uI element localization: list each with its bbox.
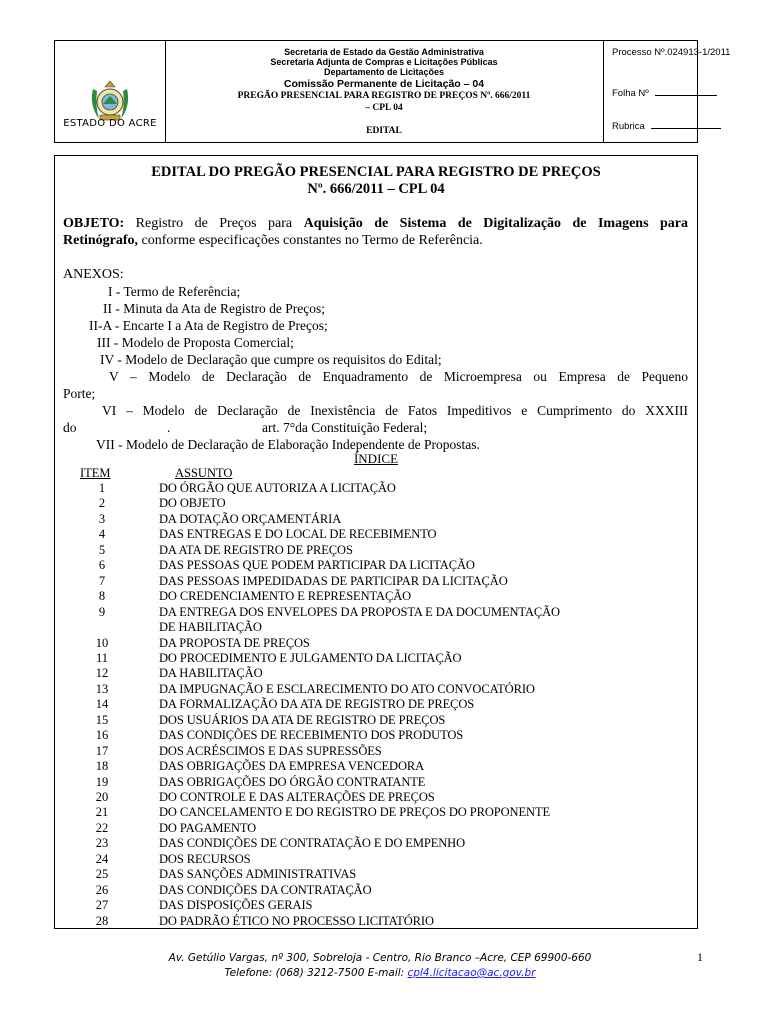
index-row-subject: DA ATA DE REGISTRO DE PREÇOS: [159, 542, 353, 557]
annex-item: II-A - Encarte I a Ata de Registro de Preços;: [89, 318, 328, 333]
index-row-subject: DO OBJETO: [159, 496, 226, 511]
index-row-subject: DOS RECURSOS: [159, 851, 251, 866]
index-row: [55, 574, 697, 590]
index-row-subject: DAS CONDIÇÕES DE RECEBIMENTO DOS PRODUTOS: [159, 728, 464, 743]
document-header: [54, 40, 731, 143]
index-row-subject: DA DOTAÇÃO ORÇAMENTÁRIA: [159, 511, 342, 526]
index-row: [55, 759, 697, 775]
folha-label: Folha Nº: [612, 88, 649, 99]
index-item-header: ITEM: [80, 466, 111, 480]
index-row-number: 8: [98, 589, 106, 604]
header-line-adjunta: Secretaria Adjunta de Compras e Licitações Públicas: [270, 57, 498, 67]
index-row-number: 6: [98, 558, 106, 573]
folha-blank: [655, 86, 717, 96]
index-row-subject: DO CONTROLE E DAS ALTERAÇÕES DE PREÇOS: [159, 790, 435, 804]
index-row: [55, 636, 697, 652]
header-line-cpl: – CPL 04: [365, 103, 403, 113]
index-row-subject: DAS ENTREGAS E DO LOCAL DE RECEBIMENTO: [159, 527, 437, 542]
index-row-subject: DAS PESSOAS QUE PODEM PARTICIPAR DA LICITAÇÃO: [159, 558, 475, 573]
index-row: [55, 496, 697, 512]
index-row-number: 25: [95, 867, 109, 882]
index-row-subject: DA HABILITAÇÃO: [159, 666, 263, 681]
index-row: [55, 713, 697, 729]
index-row-number: 2: [98, 496, 106, 511]
index-row-number: 19: [95, 774, 109, 789]
objeto-bold2: Retinógrafo,: [63, 233, 139, 248]
index-row: [55, 605, 697, 621]
index-row: [55, 728, 697, 744]
anexos-label: ANEXOS:: [63, 267, 124, 282]
index-row-subject: DO CREDENCIAMENTO E REPRESENTAÇÃO: [159, 589, 412, 604]
objeto-pre: Registro de Preços para: [124, 216, 304, 231]
index-row: [55, 805, 697, 821]
index-row: [55, 682, 697, 698]
annex-item: IV - Modelo de Declaração que cumpre os requisitos do Edital;: [100, 352, 442, 367]
header-line-secretaria: Secretaria de Estado da Gestão Administrativa: [284, 47, 484, 57]
index-row-subject: DO PROCEDIMENTO E JULGAMENTO DA LICITAÇÃO: [159, 650, 462, 665]
index-row-subject: DOS USUÁRIOS DA ATA DE REGISTRO DE PREÇOS: [159, 712, 446, 727]
index-row-number: 15: [95, 712, 109, 727]
header-line-pregao: PREGÃO PRESENCIAL PARA REGISTRO DE PREÇOS Nº. 666/2011: [237, 91, 531, 101]
folha-field: [612, 86, 717, 99]
annex-item: I - Termo de Referência;: [108, 284, 241, 299]
objeto-post: conforme especificações constantes no Termo de Referência.: [138, 233, 483, 248]
objeto-line2: [63, 232, 688, 249]
index-row-number: 13: [95, 681, 109, 696]
edital-title-line2: Nº. 666/2011 – CPL 04: [307, 181, 445, 197]
indice-heading: [55, 451, 697, 466]
index-row: [55, 790, 697, 806]
page-number: 1: [697, 950, 703, 964]
index-row-subject: DA PROPOSTA DE PREÇOS: [159, 635, 310, 650]
index-row-number: 17: [95, 743, 109, 758]
header-title-cell: [165, 41, 604, 142]
index-row-number: 27: [95, 898, 109, 913]
index-row-number: 10: [95, 635, 109, 650]
state-label: ESTADO DO ACRE: [63, 118, 157, 129]
index-row-number: 11: [95, 650, 109, 665]
index-row-subject: DO PAGAMENTO: [159, 820, 257, 835]
index-row: [55, 481, 697, 497]
header-line-departamento: Departamento de Licitações: [323, 67, 445, 77]
annex-item-continued: art. 7°da Constituição Federal;: [262, 420, 428, 435]
annex-item-continued: do: [63, 420, 77, 435]
index-row: [55, 512, 697, 528]
index-row-number: 1: [98, 481, 106, 495]
index-row-subject: DAS SANÇÕES ADMINISTRATIVAS: [159, 867, 357, 882]
index-row: [55, 883, 697, 899]
index-row: [55, 589, 697, 605]
index-row: [55, 867, 697, 883]
index-row-number: 5: [98, 542, 106, 557]
index-row-number: 23: [95, 836, 109, 851]
index-row-subject: DO CANCELAMENTO E DO REGISTRO DE PREÇOS DO PROPONENTE: [159, 805, 551, 820]
index-assunto-header: ASSUNTO: [175, 466, 233, 480]
index-row-number: 16: [95, 728, 109, 743]
edital-title-line1: EDITAL DO PREGÃO PRESENCIAL PARA REGISTRO DE PREÇOS: [151, 164, 601, 180]
header-line-edital: EDITAL: [366, 126, 402, 136]
index-row: [55, 914, 697, 930]
index-row-subject: DAS CONDIÇÕES DE CONTRATAÇÃO E DO EMPENHO: [159, 836, 466, 851]
index-row-number: 21: [95, 805, 109, 820]
index-row: [55, 558, 697, 574]
footer-email-link[interactable]: cpl4.licitacao@ac.gov.br: [407, 967, 536, 979]
annex-item: II - Minuta da Ata de Registro de Preços;: [103, 301, 325, 316]
annex-item: VII - Modelo de Declaração de Elaboração Independente de Propostas.: [96, 437, 480, 452]
annex-item: VI – Modelo de Declaração de Inexistência de Fatos Impeditivos e Cumprimento do XXXIII: [102, 403, 688, 418]
footer-contact: [100, 966, 660, 980]
footer-phone: Telefone: (068) 3212-7500 E-mail:: [224, 967, 408, 979]
annex-item-dot: .: [167, 420, 171, 435]
index-row-subject: DAS CONDIÇÕES DA CONTRATAÇÃO: [159, 882, 372, 897]
rubrica-blank: [651, 119, 721, 129]
edital-body: [54, 155, 698, 929]
header-line-comissao: Comissão Permanente de Licitação – 04: [283, 78, 485, 90]
index-row-number: 24: [95, 851, 109, 866]
objeto-label: OBJETO:: [63, 216, 125, 231]
index-row: [55, 821, 697, 837]
index-row: [55, 527, 697, 543]
index-row: [55, 666, 697, 682]
index-row-subject: DAS OBRIGAÇÕES DO ÓRGÃO CONTRATANTE: [159, 774, 426, 789]
index-row-number: 22: [95, 820, 109, 835]
index-row-subject: DAS OBRIGAÇÕES DA EMPRESA VENCEDORA: [159, 759, 425, 774]
index-row-number: 4: [98, 527, 106, 542]
index-row: [55, 852, 697, 868]
index-row-number: 3: [98, 511, 106, 526]
rubrica-field: [612, 119, 721, 132]
index-row-number: 7: [98, 573, 106, 588]
indice-label: ÍNDICE: [353, 451, 399, 466]
index-row: [55, 898, 697, 914]
index-row: [55, 775, 697, 791]
index-row-number: 12: [95, 666, 109, 681]
index-row: [55, 744, 697, 760]
index-row-subject: DA FORMALIZAÇÃO DA ATA DE REGISTRO DE PREÇOS: [159, 697, 475, 712]
annex-item: V – Modelo de Declaração de Enquadramento de Microempresa ou Empresa de Pequeno: [109, 369, 688, 384]
processo-number: Processo Nº.024913-1/2011: [612, 47, 731, 58]
index-row-subject: DA IMPUGNAÇÃO E ESCLARECIMENTO DO ATO CONVOCATÓRIO: [159, 681, 535, 696]
index-row: [55, 836, 697, 852]
index-row: [55, 543, 697, 559]
annex-item: III - Modelo de Proposta Comercial;: [97, 335, 294, 350]
index-row-subject: DO PADRÃO ÉTICO NO PROCESSO LICITATÓRIO: [159, 913, 434, 928]
rubrica-label: Rubrica: [612, 121, 645, 132]
index-row-number: 28: [95, 913, 109, 928]
index-row-subject: DE HABILITAÇÃO: [159, 620, 262, 635]
index-row-number: 18: [95, 759, 109, 774]
index-row-subject: DAS PESSOAS IMPEDIDADAS DE PARTICIPAR DA LICITAÇÃO: [159, 573, 508, 588]
index-row-number: 14: [95, 697, 109, 712]
index-row-number: 20: [95, 790, 109, 804]
index-row-subject: DOS ACRÉSCIMOS E DAS SUPRESSÕES: [159, 743, 382, 758]
header-process-cell: [604, 41, 731, 142]
index-row-number: 26: [95, 882, 109, 897]
annex-item-continued: Porte;: [63, 386, 96, 401]
index-row: [55, 651, 697, 667]
index-row-subject: DAS DISPOSIÇÕES GERAIS: [159, 898, 313, 913]
header-logo-cell: [55, 41, 166, 142]
index-row-subject: DA ENTREGA DOS ENVELOPES DA PROPOSTA E DA DOCUMENTAÇÃO: [159, 604, 560, 619]
index-row: [55, 697, 697, 713]
objeto-line1: [63, 215, 688, 232]
index-row-number: 9: [98, 604, 106, 619]
index-row: [55, 620, 697, 636]
objeto-bold1: Aquisição de Sistema de Digitalização de Imagens para: [303, 216, 689, 231]
footer-address: Av. Getúlio Vargas, nº 300, Sobreloja - Centro, Rio Branco –Acre, CEP 69900-660: [168, 952, 592, 964]
index-row-subject: DO ÓRGÃO QUE AUTORIZA A LICITAÇÃO: [159, 481, 396, 495]
